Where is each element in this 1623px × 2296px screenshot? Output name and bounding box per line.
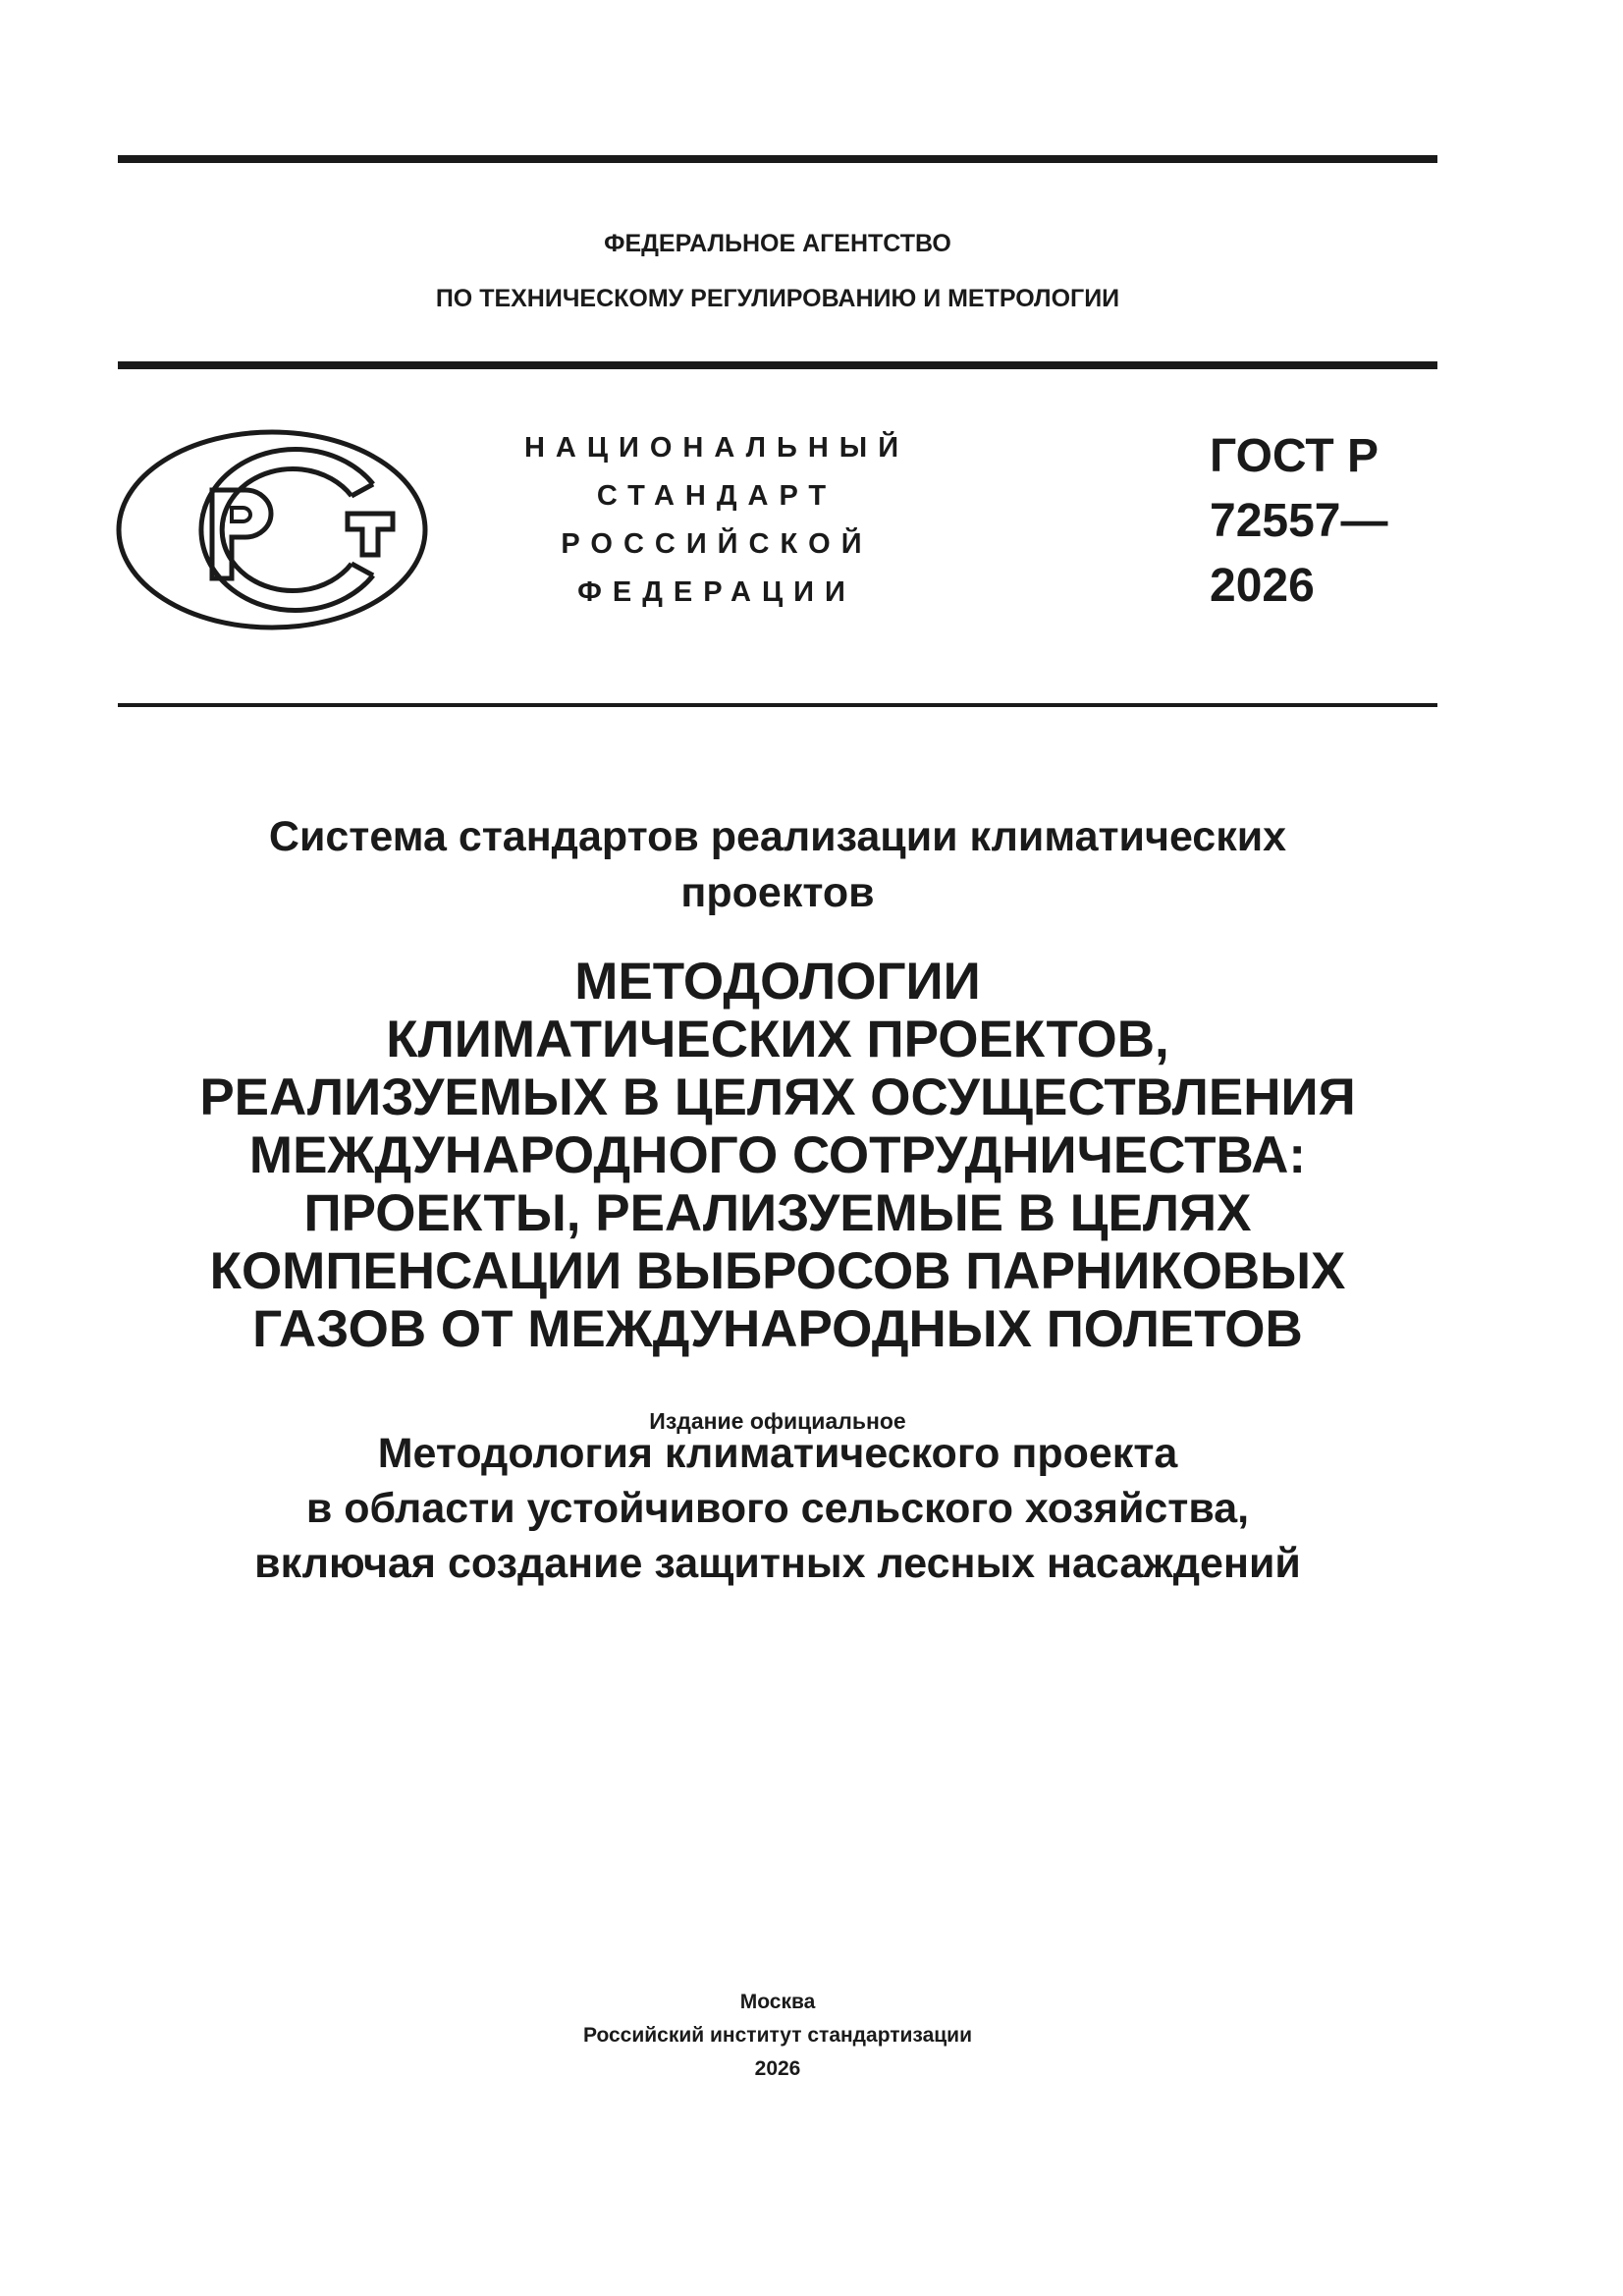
main-title-line-5: ПРОЕКТЫ, РЕАЛИЗУЕМЫЕ В ЦЕЛЯХ (303, 1184, 1252, 1242)
series-title (118, 809, 1437, 921)
designation-line-1: ГОСТ Р (1210, 430, 1380, 482)
national-standard-line-1: НАЦИОНАЛЬНЫЙ (523, 432, 910, 464)
subtitle (118, 1426, 1437, 1591)
agency-header (118, 216, 1437, 326)
agency-rule (118, 361, 1437, 369)
agency-line-1: ФЕДЕРАЛЬНОЕ АГЕНТСТВО (604, 230, 951, 257)
subtitle-line-3: включая создание защитных лесных насаждений (254, 1540, 1301, 1587)
standard-designation (1210, 424, 1387, 619)
imprint-year: 2026 (754, 2057, 801, 2080)
main-title-line-6: КОМПЕНСАЦИИ ВЫБРОСОВ ПАРНИКОВЫХ (209, 1242, 1346, 1300)
subtitle-line-1: Методология климатического проекта (377, 1430, 1178, 1477)
main-title-line-3: РЕАЛИЗУЕМЫХ В ЦЕЛЯХ ОСУЩЕСТВЛЕНИЯ (199, 1068, 1356, 1126)
imprint (118, 1986, 1437, 2086)
imprint-publisher: Российский институт стандартизации (582, 2024, 973, 2047)
national-standard-line-4: ФЕДЕРАЦИИ (577, 576, 856, 608)
series-title-line-1: Система стандартов реализации климатических (268, 813, 1287, 860)
series-title-line-2: проектов (680, 869, 875, 916)
imprint-city: Москва (739, 1991, 816, 2013)
rst-certification-mark-icon (116, 429, 428, 630)
designation-line-2: 72557— (1210, 495, 1388, 547)
main-title-line-4: МЕЖДУНАРОДНОГО СОТРУДНИЧЕСТВА: (248, 1126, 1307, 1184)
designation-line-3: 2026 (1210, 560, 1315, 612)
main-title-line-2: КЛИМАТИЧЕСКИХ ПРОЕКТОВ, (386, 1011, 1169, 1068)
top-rule (118, 155, 1437, 163)
agency-line-2: ПО ТЕХНИЧЕСКОМУ РЕГУЛИРОВАНИЮ И МЕТРОЛОГИИ (435, 285, 1120, 312)
subtitle-line-2: в области устойчивого сельского хозяйства, (305, 1485, 1250, 1532)
main-title-line-7: ГАЗОВ ОТ МЕЖДУНАРОДНЫХ ПОЛЕТОВ (252, 1300, 1303, 1358)
national-standard-line-2: СТАНДАРТ (596, 480, 838, 512)
national-standard-line-3: РОССИЙСКОЙ (561, 528, 873, 560)
header-bottom-rule (118, 703, 1437, 707)
main-title (79, 953, 1477, 1358)
national-standard-heading (511, 424, 923, 617)
main-title-line-1: МЕТОДОЛОГИИ (574, 953, 981, 1011)
edition-note: Издание официальное (649, 1408, 906, 1434)
